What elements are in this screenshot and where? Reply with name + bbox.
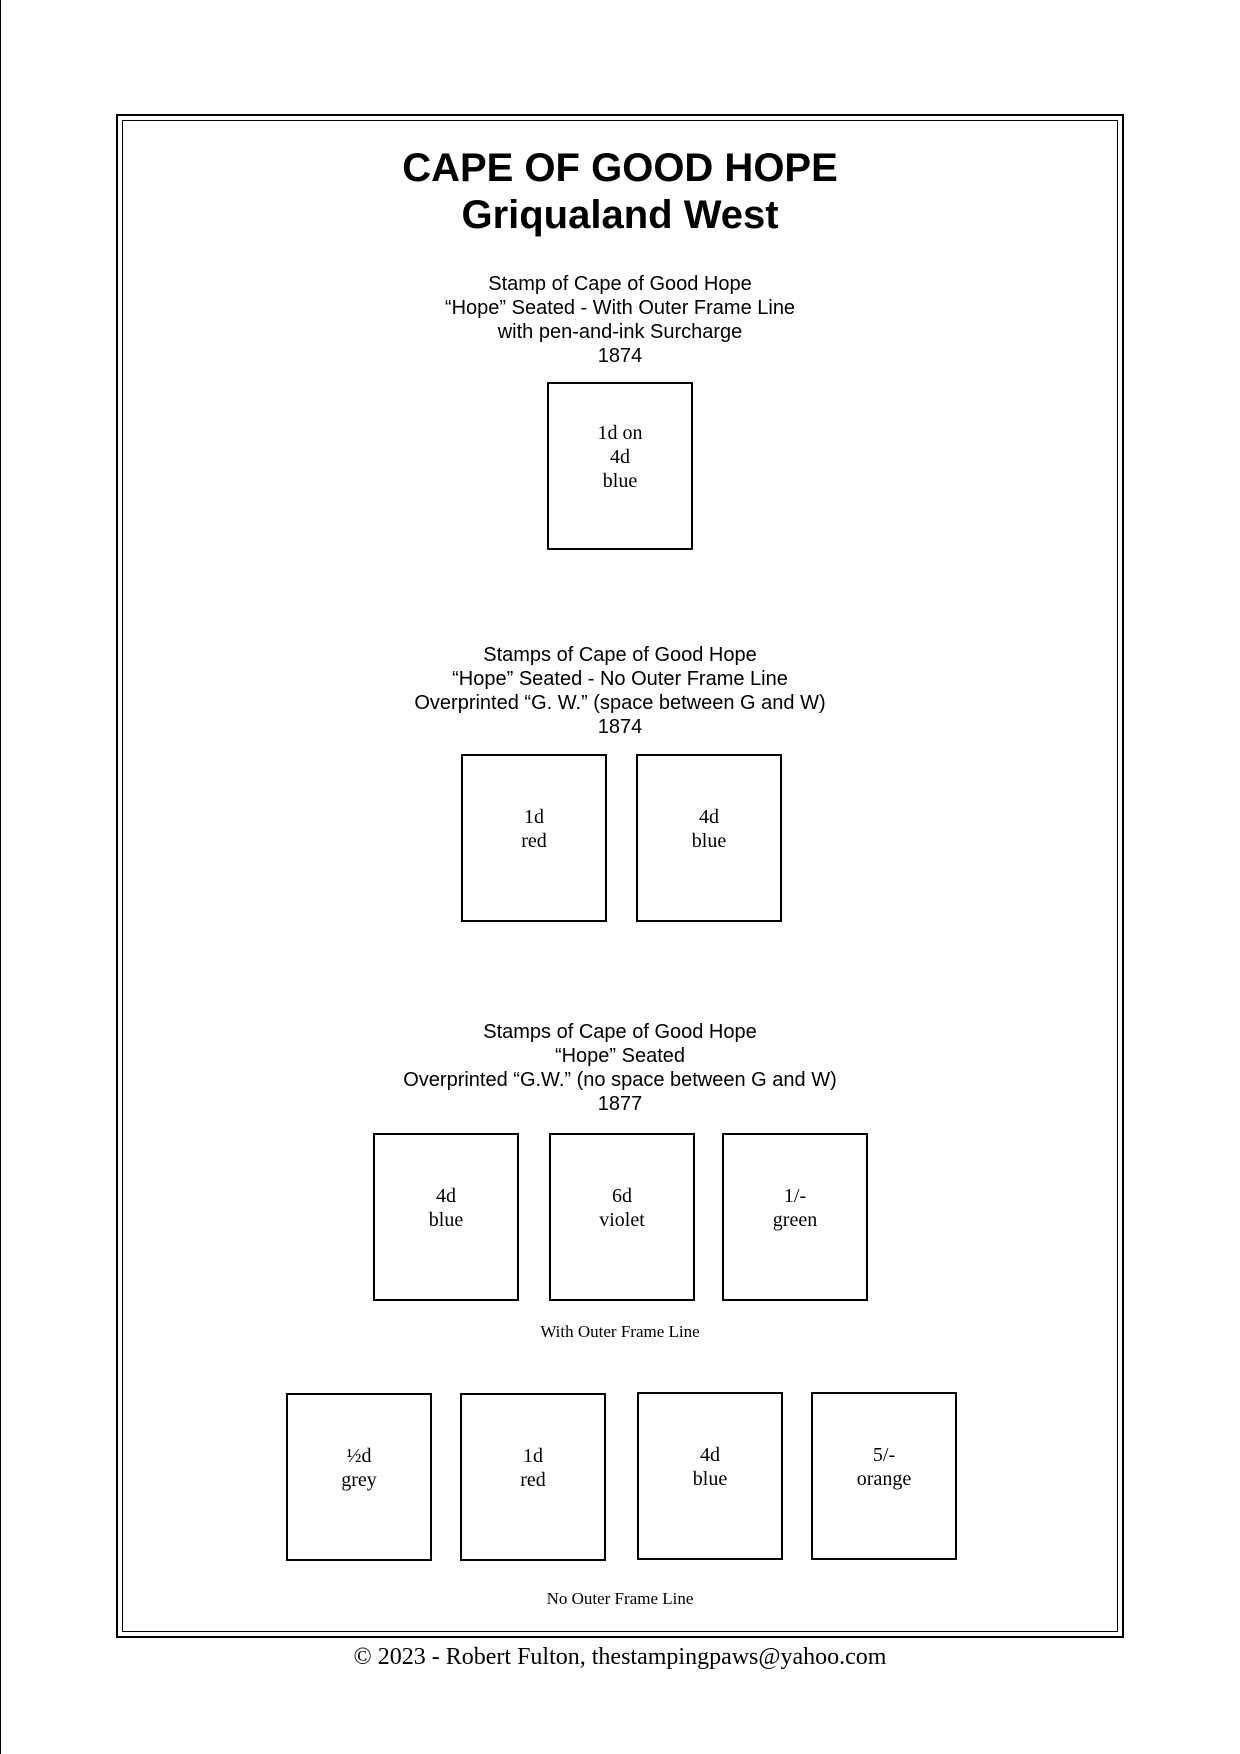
stamp-label-line: 1d on	[597, 422, 643, 444]
section-3-header-line: Stamps of Cape of Good Hope	[483, 1021, 757, 1043]
section-2-header	[122, 643, 1118, 739]
stamp-space	[637, 1392, 783, 1560]
section-3-header-line: 1877	[597, 1093, 643, 1115]
section-1-header-line: with pen-and-ink Surcharge	[497, 321, 743, 343]
section-2-header-line: 1874	[597, 716, 643, 738]
stamp-label-line: orange	[856, 1468, 912, 1490]
page-title: CAPE OF GOOD HOPE	[402, 146, 838, 190]
section-2-header-line: Overprinted “G. W.” (space between G and W)	[414, 692, 826, 714]
row-caption: With Outer Frame Line	[540, 1322, 700, 1341]
page-subtitle: Griqualand West	[461, 193, 779, 237]
stamp-space	[547, 382, 693, 550]
stamp-label-line: 4d	[699, 806, 719, 828]
page-edge	[0, 0, 1, 1754]
stamp-label-line: ½d	[346, 1445, 372, 1467]
stamp-label-line: red	[520, 1469, 546, 1491]
stamp-label-line: blue	[691, 830, 727, 852]
stamp-label-line: blue	[428, 1209, 464, 1231]
stamp-space	[286, 1393, 432, 1561]
section-1-header-line: “Hope” Seated - With Outer Frame Line	[444, 297, 796, 319]
stamp-label-line: 1/-	[783, 1185, 807, 1207]
stamp-label-line: blue	[692, 1468, 728, 1490]
copyright-footer: © 2023 - Robert Fulton, thestampingpaws@yahoo.com	[353, 1644, 887, 1670]
stamp-space	[549, 1133, 695, 1301]
stamp-label-line: 1d	[523, 1445, 543, 1467]
stamp-label-line: 4d	[436, 1185, 456, 1207]
stamp-space	[461, 754, 607, 922]
section-3-header-line: “Hope” Seated	[554, 1045, 686, 1067]
section-3-header-line: Overprinted “G.W.” (no space between G and W)	[403, 1069, 837, 1091]
stamp-label-line: green	[772, 1209, 818, 1231]
stamp-label-line: 6d	[612, 1185, 632, 1207]
stamp-label-line: 4d	[700, 1444, 720, 1466]
section-1-header-line: 1874	[597, 345, 643, 367]
stamp-label-line: 4d	[610, 446, 630, 468]
section-1-header-line: Stamp of Cape of Good Hope	[488, 273, 752, 295]
stamp-label-line: grey	[341, 1469, 377, 1491]
stamp-label-line: blue	[602, 470, 638, 492]
section-2-header-line: “Hope” Seated - No Outer Frame Line	[452, 668, 788, 690]
stamp-space	[811, 1392, 957, 1560]
stamp-label-line: 5/-	[872, 1444, 896, 1466]
section-1-header	[122, 272, 1118, 368]
stamp-label-line: violet	[599, 1209, 645, 1231]
stamp-space	[722, 1133, 868, 1301]
stamp-label-line: 1d	[524, 806, 544, 828]
row-caption: No Outer Frame Line	[546, 1589, 694, 1608]
stamp-label-line: red	[521, 830, 547, 852]
stamp-space	[373, 1133, 519, 1301]
stamp-space	[636, 754, 782, 922]
stamp-space	[460, 1393, 606, 1561]
section-2-header-line: Stamps of Cape of Good Hope	[483, 644, 757, 666]
section-3-header	[122, 1020, 1118, 1116]
